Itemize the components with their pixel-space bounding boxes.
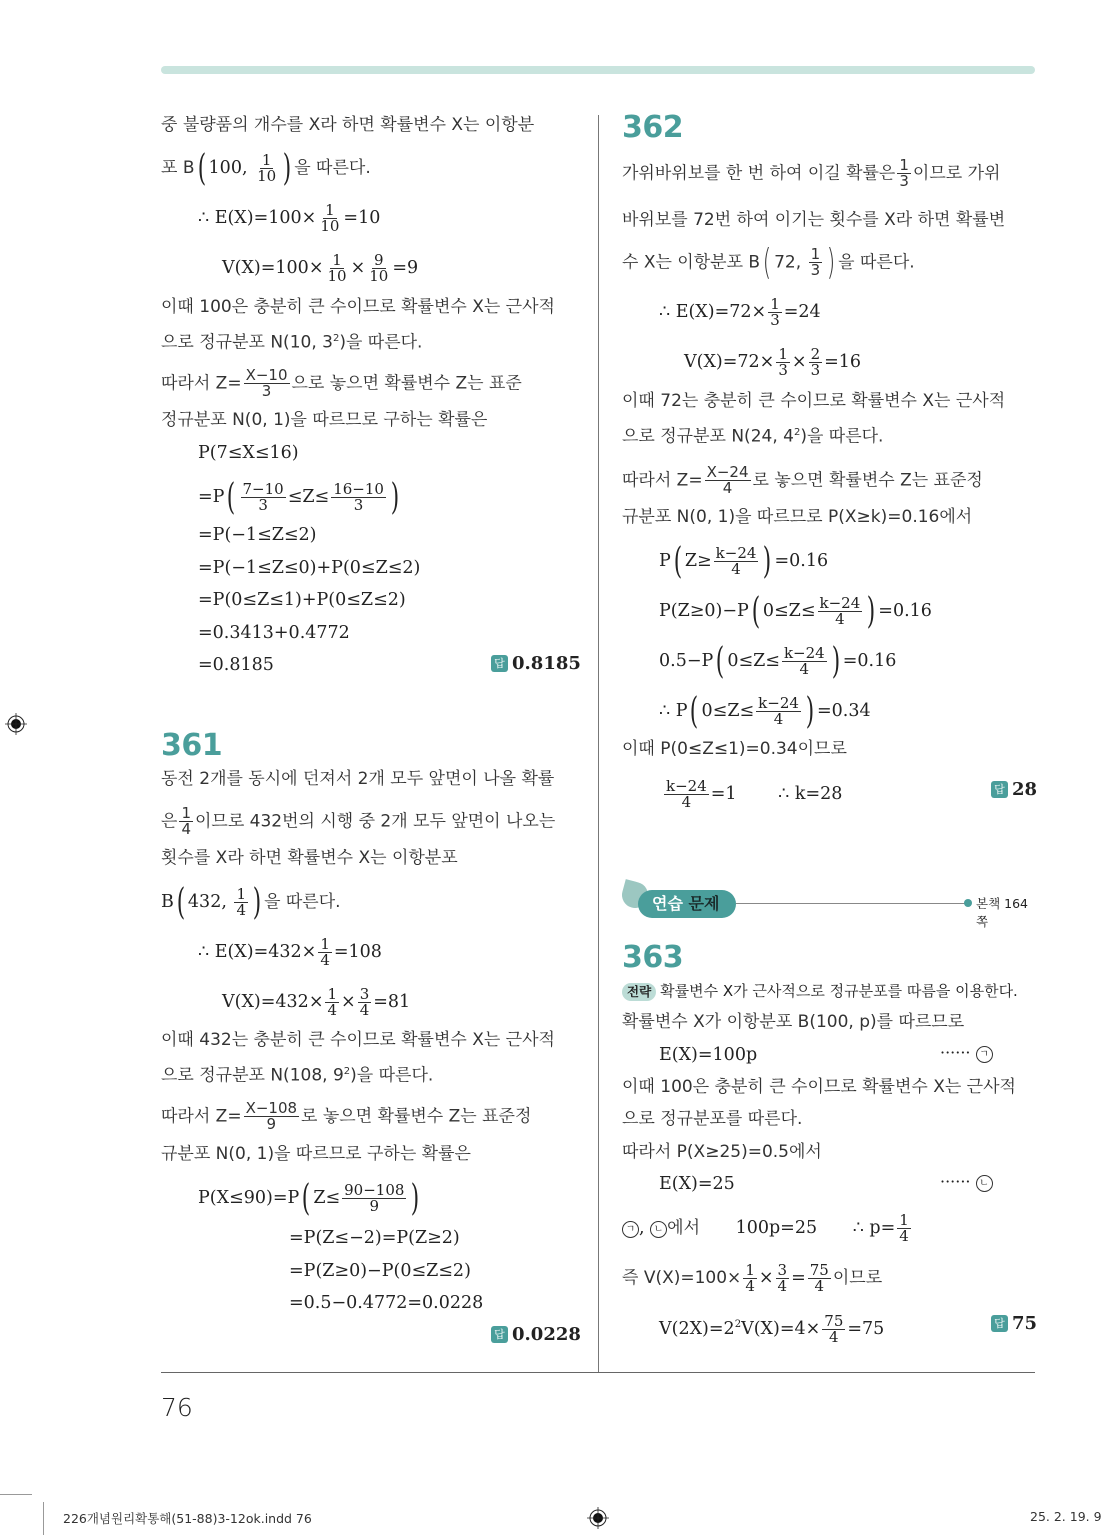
calc-step: ∴ P( 0≤Z≤ $\frac{k-24}{4}$ ) =0.34 — [659, 690, 871, 732]
variance-line: V(X)=432× $\frac{1}{4}$ × $\frac{3}{4}$ =81 — [222, 985, 411, 1019]
strategy-badge: 전략 — [622, 983, 656, 1001]
crop-mark — [0, 1494, 32, 1495]
expectation-line: ∴ E(X)=100× $\frac{1}{10}$ =10 — [198, 201, 381, 235]
circled-label: ㄴ — [976, 1175, 993, 1192]
text-line: 이때 100은 충분히 큰 수이므로 확률변수 X는 근사적 — [622, 1077, 1016, 1097]
circled-label: ㄱ — [976, 1046, 993, 1063]
calc-step: =0.3413+0.4772 — [198, 623, 350, 643]
calc-step: =P(Z≥0)−P(0≤Z≤2) — [289, 1261, 471, 1281]
text-line: 은 $\frac{1}{4}$ 이므로 432번의 시행 중 2개 모두 앞면이 나오는 — [161, 804, 556, 838]
text-line: 이때 72는 충분히 큰 수이므로 확률변수 X는 근사적 — [622, 391, 1006, 411]
problem-number: 362 — [622, 110, 684, 145]
answer: 답 0.0228 — [491, 1324, 581, 1345]
text-line: 으로 정규분포 N(24, $4^2$)을 따른다. — [622, 426, 884, 447]
answer-badge: 답 — [491, 655, 508, 672]
column-divider — [598, 115, 599, 1373]
calc-step: =P(0≤Z≤1)+P(0≤Z≤2) — [198, 590, 406, 610]
problem-number: 363 — [622, 940, 684, 975]
equation: E(X)=25 — [659, 1174, 735, 1194]
text-line: 가위바위보를 한 번 하여 이길 확률은 $\frac{1}{3}$ 이므로 가위 — [622, 156, 1001, 190]
answer: 답 28 — [991, 779, 1037, 800]
expectation-line: ∴ E(X)=432× $\frac{1}{4}$ =108 — [198, 935, 382, 969]
equation: E(X)=100p — [659, 1045, 758, 1065]
text-line: 따라서 P(X≥25)=0.5에서 — [622, 1142, 822, 1162]
calc-step: P(7≤X≤16) — [198, 443, 299, 463]
text-line: 횟수를 X라 하면 확률변수 X는 이항분포 — [161, 848, 458, 868]
page-number: 76 — [161, 1393, 193, 1422]
registration-mark-icon — [587, 1507, 609, 1529]
text-line: 정규분포 N(0, 1)을 따르므로 구하는 확률은 — [161, 410, 488, 430]
calc-step: =P(Z≤−2)=P(Z≥2) — [289, 1228, 460, 1248]
variance-line: V(X)=100× $\frac{1}{10}$ × $\frac{9}{10}$ =9 — [222, 251, 419, 285]
binomial-line: 포 B( 100, $\frac{1}{10}$ ) 을 따른다. — [161, 147, 371, 189]
practice-section-header — [622, 882, 1035, 929]
standardize-line: 따라서 Z= $\frac{X-108}{9}$ 로 놓으면 확률변수 Z는 표준정 — [161, 1099, 532, 1133]
calc-step: =0.8185 — [198, 655, 274, 675]
answer-badge: 답 — [991, 781, 1008, 798]
footer-file-name: 226개념원리확통해(51-88)3-12ok.indd 76 — [63, 1511, 312, 1526]
text-line: 확률변수 X가 이항분포 B(100, p)를 따르므로 — [622, 1012, 965, 1032]
text-line: 중 불량품의 개수를 X라 하면 확률변수 X는 이항분 — [161, 115, 535, 135]
text-line: 바위보를 72번 하여 이기는 횟수를 X라 하면 확률변 — [622, 210, 1006, 230]
variance-line: 즉 V(X)=100× $\frac{1}{4}$ × $\frac{3}{4}$ = $\frac{75}{4}$ 이므로 — [622, 1261, 883, 1295]
text-line: 규분포 N(0, 1)을 따르므로 P(X≥k)=0.16에서 — [622, 507, 973, 527]
equation-tag: ······ ㄴ — [940, 1172, 993, 1192]
practice-label: 연습 문제 — [638, 890, 736, 918]
calc-step: $V(2X)=2^2V(X)=4\times$ $\frac{75}{4}$ =75 — [659, 1311, 885, 1346]
text-line: 으로 정규분포 N(108, $9^2$)을 따른다. — [161, 1065, 434, 1086]
calc-step: =P(−1≤Z≤0)+P(0≤Z≤2) — [198, 558, 421, 578]
answer-badge: 답 — [991, 1315, 1008, 1332]
calc-step: P(X≤90)=P( Z≤ $\frac{90-108}{9}$ ) — [198, 1177, 420, 1219]
binomial-line: 수 X는 이항분포 B( 72, $\frac{1}{3}$ ) 을 따른다. — [622, 241, 915, 283]
bullet-dot-icon — [964, 899, 972, 907]
text-line: 이때 P(0≤Z≤1)=0.34이므로 — [622, 739, 847, 759]
text-line: 으로 정규분포 N(10, $3^2$)을 따른다. — [161, 332, 423, 353]
text-line: 이때 432는 충분히 큰 수이므로 확률변수 X는 근사적 — [161, 1030, 555, 1050]
calc-step: =P(−1≤Z≤2) — [198, 525, 317, 545]
strategy-line: 전략 확률변수 X가 근사적으로 정규분포를 따름을 이용한다. — [622, 979, 1018, 1003]
answer: 답 0.8185 — [491, 653, 581, 674]
binomial-line: B( 432, $\frac{1}{4}$ ) 을 따른다. — [161, 881, 341, 923]
standardize-line: 따라서 Z= $\frac{X-10}{3}$ 으로 놓으면 확률변수 Z는 표준 — [161, 366, 522, 400]
text-line: 이때 100은 충분히 큰 수이므로 확률변수 X는 근사적 — [161, 297, 555, 317]
calc-step: P(Z≥0)−P( 0≤Z≤ $\frac{k-24}{4}$ ) =0.16 — [659, 590, 932, 632]
fraction: $\frac{1}{10}$ — [257, 151, 277, 185]
bottom-rule — [161, 1372, 1035, 1373]
calc-step: ㄱ , ㄴ 에서 100p=25 ∴ p= $\frac{1}{4}$ — [622, 1213, 913, 1244]
textbook-reference: 본책 164쪽 — [976, 896, 1028, 929]
calc-step: =0.5−0.4772=0.0228 — [289, 1293, 484, 1313]
expectation-line: ∴ E(X)=72× $\frac{1}{3}$ =24 — [659, 295, 821, 329]
problem-number: 361 — [161, 728, 223, 763]
header-rule — [736, 903, 968, 904]
standardize-line: 따라서 Z= $\frac{X-24}{4}$ 로 놓으면 확률변수 Z는 표준정 — [622, 463, 983, 497]
footer-date: 25. 2. 19. 9 — [1030, 1509, 1102, 1524]
answer: 답 75 — [991, 1313, 1037, 1334]
text-line: 규분포 N(0, 1)을 따르므로 구하는 확률은 — [161, 1144, 471, 1164]
crop-mark — [43, 1502, 44, 1535]
calc-step: P( Z≥ $\frac{k-24}{4}$ ) =0.16 — [659, 540, 829, 582]
text-line: 으로 정규분포를 따른다. — [622, 1109, 803, 1129]
text-line: 동전 2개를 동시에 던져서 2개 모두 앞면이 나올 확률 — [161, 769, 555, 789]
calc-step: =P( $\frac{7-10}{3}$ ≤Z≤ $\frac{16-10}{3}$ ) — [198, 476, 400, 518]
answer-badge: 답 — [491, 1326, 508, 1343]
calc-step: 0.5−P( 0≤Z≤ $\frac{k-24}{4}$ ) =0.16 — [659, 640, 897, 682]
equation-tag: ······ ㄱ — [940, 1043, 993, 1063]
calc-step: $\frac{k-24}{4}$ =1 ∴ k=28 — [666, 777, 843, 811]
top-decorative-bar — [161, 66, 1035, 74]
variance-line: V(X)=72× $\frac{1}{3}$ × $\frac{2}{3}$ =16 — [684, 345, 862, 379]
registration-mark-icon — [5, 713, 27, 735]
